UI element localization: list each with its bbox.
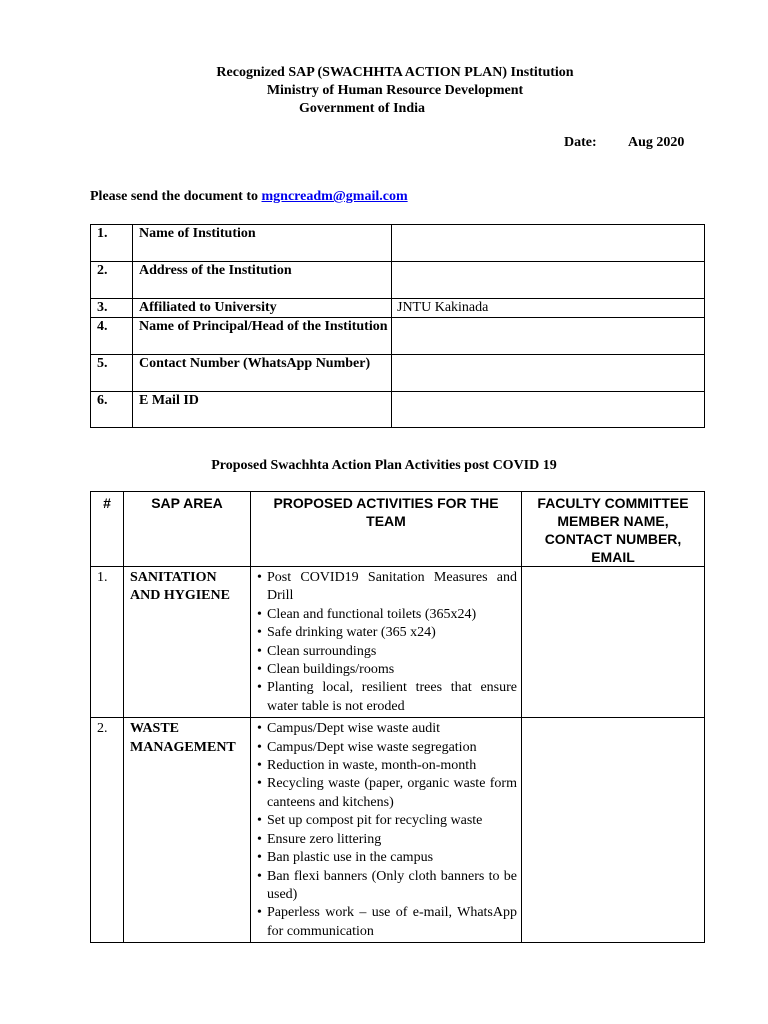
sap-row [91,718,705,943]
activity-item: • Ensure zero littering [257,831,517,849]
activity-item: • Recycling waste (paper, organic waste form canteens and kitchens) [257,775,517,812]
info-number: 2. [91,262,133,299]
sap-activities [251,718,522,943]
date-label: Date: [564,135,597,150]
sap-row-number: 2. [91,718,124,943]
send-instruction [90,189,408,205]
activity-item: • Reduction in waste, month-on-month [257,757,517,775]
info-row [91,225,705,262]
info-value: JNTU Kakinada [392,299,705,318]
info-value [392,262,705,299]
activity-item: • Ban flexi banners (Only cloth banners to be used) [257,868,517,905]
info-row [91,318,705,355]
sap-area: WASTE MANAGEMENT [124,718,251,943]
activity-list [257,569,517,716]
activity-item: • Campus/Dept wise waste audit [257,720,517,738]
activity-item: • Ban plastic use in the campus [257,849,517,867]
activity-item: • Set up compost pit for recycling waste [257,812,517,830]
info-value [392,355,705,392]
info-row [91,262,705,299]
info-value [392,225,705,262]
info-row [91,392,705,428]
info-value [392,392,705,428]
info-value [392,318,705,355]
activity-item: • Campus/Dept wise waste segregation [257,739,517,757]
info-row [91,299,705,318]
send-text: Please send the document to [90,189,262,204]
activity-item: • Post COVID19 Sanitation Measures and Drill [257,569,517,606]
info-number: 1. [91,225,133,262]
date-value: Aug 2020 [628,135,685,150]
sap-header-row [91,492,705,567]
header-line-1: Recognized SAP (SWACHHTA ACTION PLAN) Institution [216,65,574,80]
info-number: 4. [91,318,133,355]
activity-list [257,720,517,941]
sap-activities-table [90,491,705,943]
sap-row-number: 1. [91,567,124,718]
sap-area: SANITATION AND HYGIENE [124,567,251,718]
section-title: Proposed Swachhta Action Plan Activities post COVID 19 [211,458,557,473]
header-line-3: Government of India [299,101,425,116]
header-sap-area: SAP AREA [124,492,251,567]
info-label: Name of Institution [133,225,392,262]
sap-row [91,567,705,718]
activity-item: • Paperless work – use of e-mail, WhatsApp for communication [257,904,517,941]
info-number: 5. [91,355,133,392]
activity-item: • Clean surroundings [257,643,517,661]
header-activities: PROPOSED ACTIVITIES FOR THE TEAM [251,492,522,567]
header-faculty: FACULTY COMMITTEE MEMBER NAME, CONTACT NUMBER, EMAIL [522,492,705,567]
activity-item: • Clean buildings/rooms [257,661,517,679]
activity-item: • Planting local, resilient trees that ensure water table is not eroded [257,679,517,716]
info-label: E Mail ID [133,392,392,428]
faculty-details [522,567,705,718]
activity-item: • Safe drinking water (365 x24) [257,624,517,642]
header-line-2: Ministry of Human Resource Development [266,83,524,98]
info-label: Affiliated to University [133,299,392,318]
faculty-details [522,718,705,943]
sap-activities [251,567,522,718]
info-label: Contact Number (WhatsApp Number) [133,355,392,392]
header-number: # [91,492,124,567]
info-label: Address of the Institution [133,262,392,299]
info-label: Name of Principal/Head of the Institution [133,318,392,355]
email-link[interactable]: mgncreadm@gmail.com [261,189,408,204]
info-row [91,355,705,392]
info-number: 6. [91,392,133,428]
institution-info-table [90,224,705,428]
activity-item: • Clean and functional toilets (365x24) [257,606,517,624]
info-number: 3. [91,299,133,318]
